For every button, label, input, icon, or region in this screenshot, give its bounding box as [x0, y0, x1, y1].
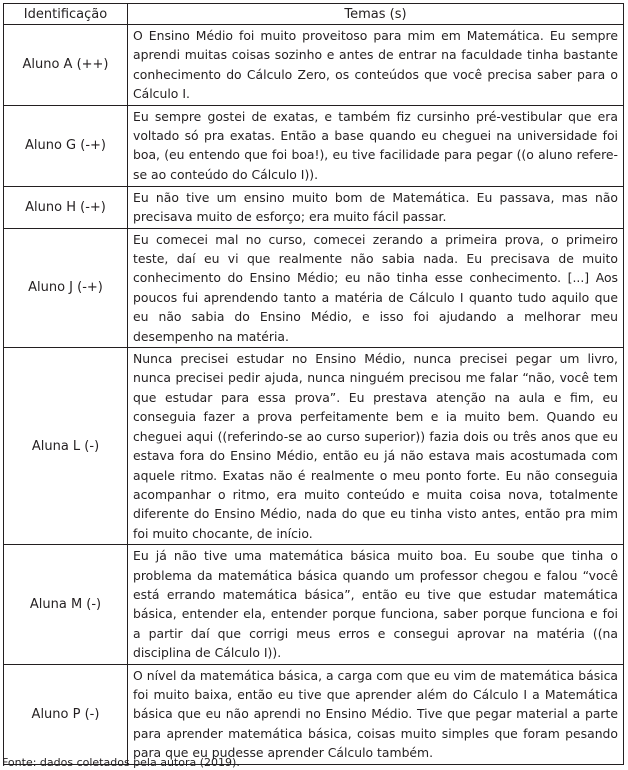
header-row: [4, 4, 624, 25]
student-id: Aluno A (++): [4, 25, 128, 106]
theme-text: Eu comecei mal no curso, comecei zerando a primeira prova, o primeiro teste, daí eu vi que realmente não sabia nada. Eu precisava de muito conhecimento do Ensino Médio; eu não tinha esse conhecimento. [...] Aos poucos fui aprendendo tanto a matéria de Cálculo I quanto tudo aquilo que eu não sabia do Ensino Médio, e isso foi ajudando a melhorar meu desempenho na matéria.: [128, 228, 624, 347]
theme-text: O nível da matemática básica, a carga com que eu vim de matemática básica foi muito baixa, então eu tive que aprender além do Cálculo I a Matemática básica que eu não aprendi no Ensino Médio. Tive que pegar material a parte para aprender matemática básica, coisas muito simples que foram pesando para que eu pudesse aprender Cálculo também.: [128, 664, 624, 764]
table-row: [4, 186, 624, 228]
theme-text: Eu já não tive uma matemática básica muito boa. Eu soube que tinha o problema da matemática básica quando um professor chegou e falou “você está errando matemática básica”, então eu tive que estudar matemática básica, entender ela, entender porque funciona, saber porque funciona e foi a partir daí que corrigi meus erros e consegui aprovar na matéria ((na disciplina de Cálculo I)).: [128, 545, 624, 664]
table-row: [4, 545, 624, 664]
table-row: [4, 25, 624, 106]
themes-table: [3, 3, 624, 765]
student-id: Aluno J (-+): [4, 228, 128, 347]
table-row: [4, 105, 624, 186]
table-source-caption: Fonte: dados coletados pela autora (2019).: [2, 756, 240, 769]
student-id: Aluno H (-+): [4, 186, 128, 228]
student-id: Aluna L (-): [4, 348, 128, 545]
theme-text: Eu sempre gostei de exatas, e também fiz cursinho pré-vestibular que era voltado só pra exatas. Então a base quando eu cheguei na universidade foi boa, (eu entendo que foi boa!), eu tive facilidade para pegar ((o aluno refere-se ao conteúdo do Cálculo I)).: [128, 105, 624, 186]
theme-text: Eu não tive um ensino muito bom de Matemática. Eu passava, mas não precisava muito de esforço; era muito fácil passar.: [128, 186, 624, 228]
table-row: [4, 228, 624, 347]
student-id: Aluno G (-+): [4, 105, 128, 186]
table-row: [4, 348, 624, 545]
student-id: Aluno P (-): [4, 664, 128, 764]
table-row: [4, 664, 624, 764]
header-themes: Temas (s): [128, 4, 624, 25]
theme-text: O Ensino Médio foi muito proveitoso para mim em Matemática. Eu sempre aprendi muitas coisas sozinho e antes de entrar na faculdade tinha bastante conhecimento do Cálculo Zero, os conteúdos que você precisa saber para o Cálculo I.: [128, 25, 624, 106]
student-id: Aluna M (-): [4, 545, 128, 664]
theme-text: Nunca precisei estudar no Ensino Médio, nunca precisei pegar um livro, nunca precisei pedir ajuda, nunca ninguém precisou me falar “não, você tem que estudar para essa prova”. Eu prestava atenção na aula e fim, eu conseguia fazer a prova perfeitamente bem e ia muito bem. Quando eu cheguei aqui ((referindo-se ao curso superior)) fazia dois ou três anos que eu estava fora do Ensino Médio, então eu já não estava mais acostumada com aquele ritmo. Exatas não é realmente o meu ponto forte. Eu não conseguia acompanhar o ritmo, era muito conteúdo e muita coisa nova, totalmente diferente do Ensino Médio, nada do que eu tinha visto antes, então pra mim foi muito chocante, de início.: [128, 348, 624, 545]
header-identification: Identificação: [4, 4, 128, 25]
